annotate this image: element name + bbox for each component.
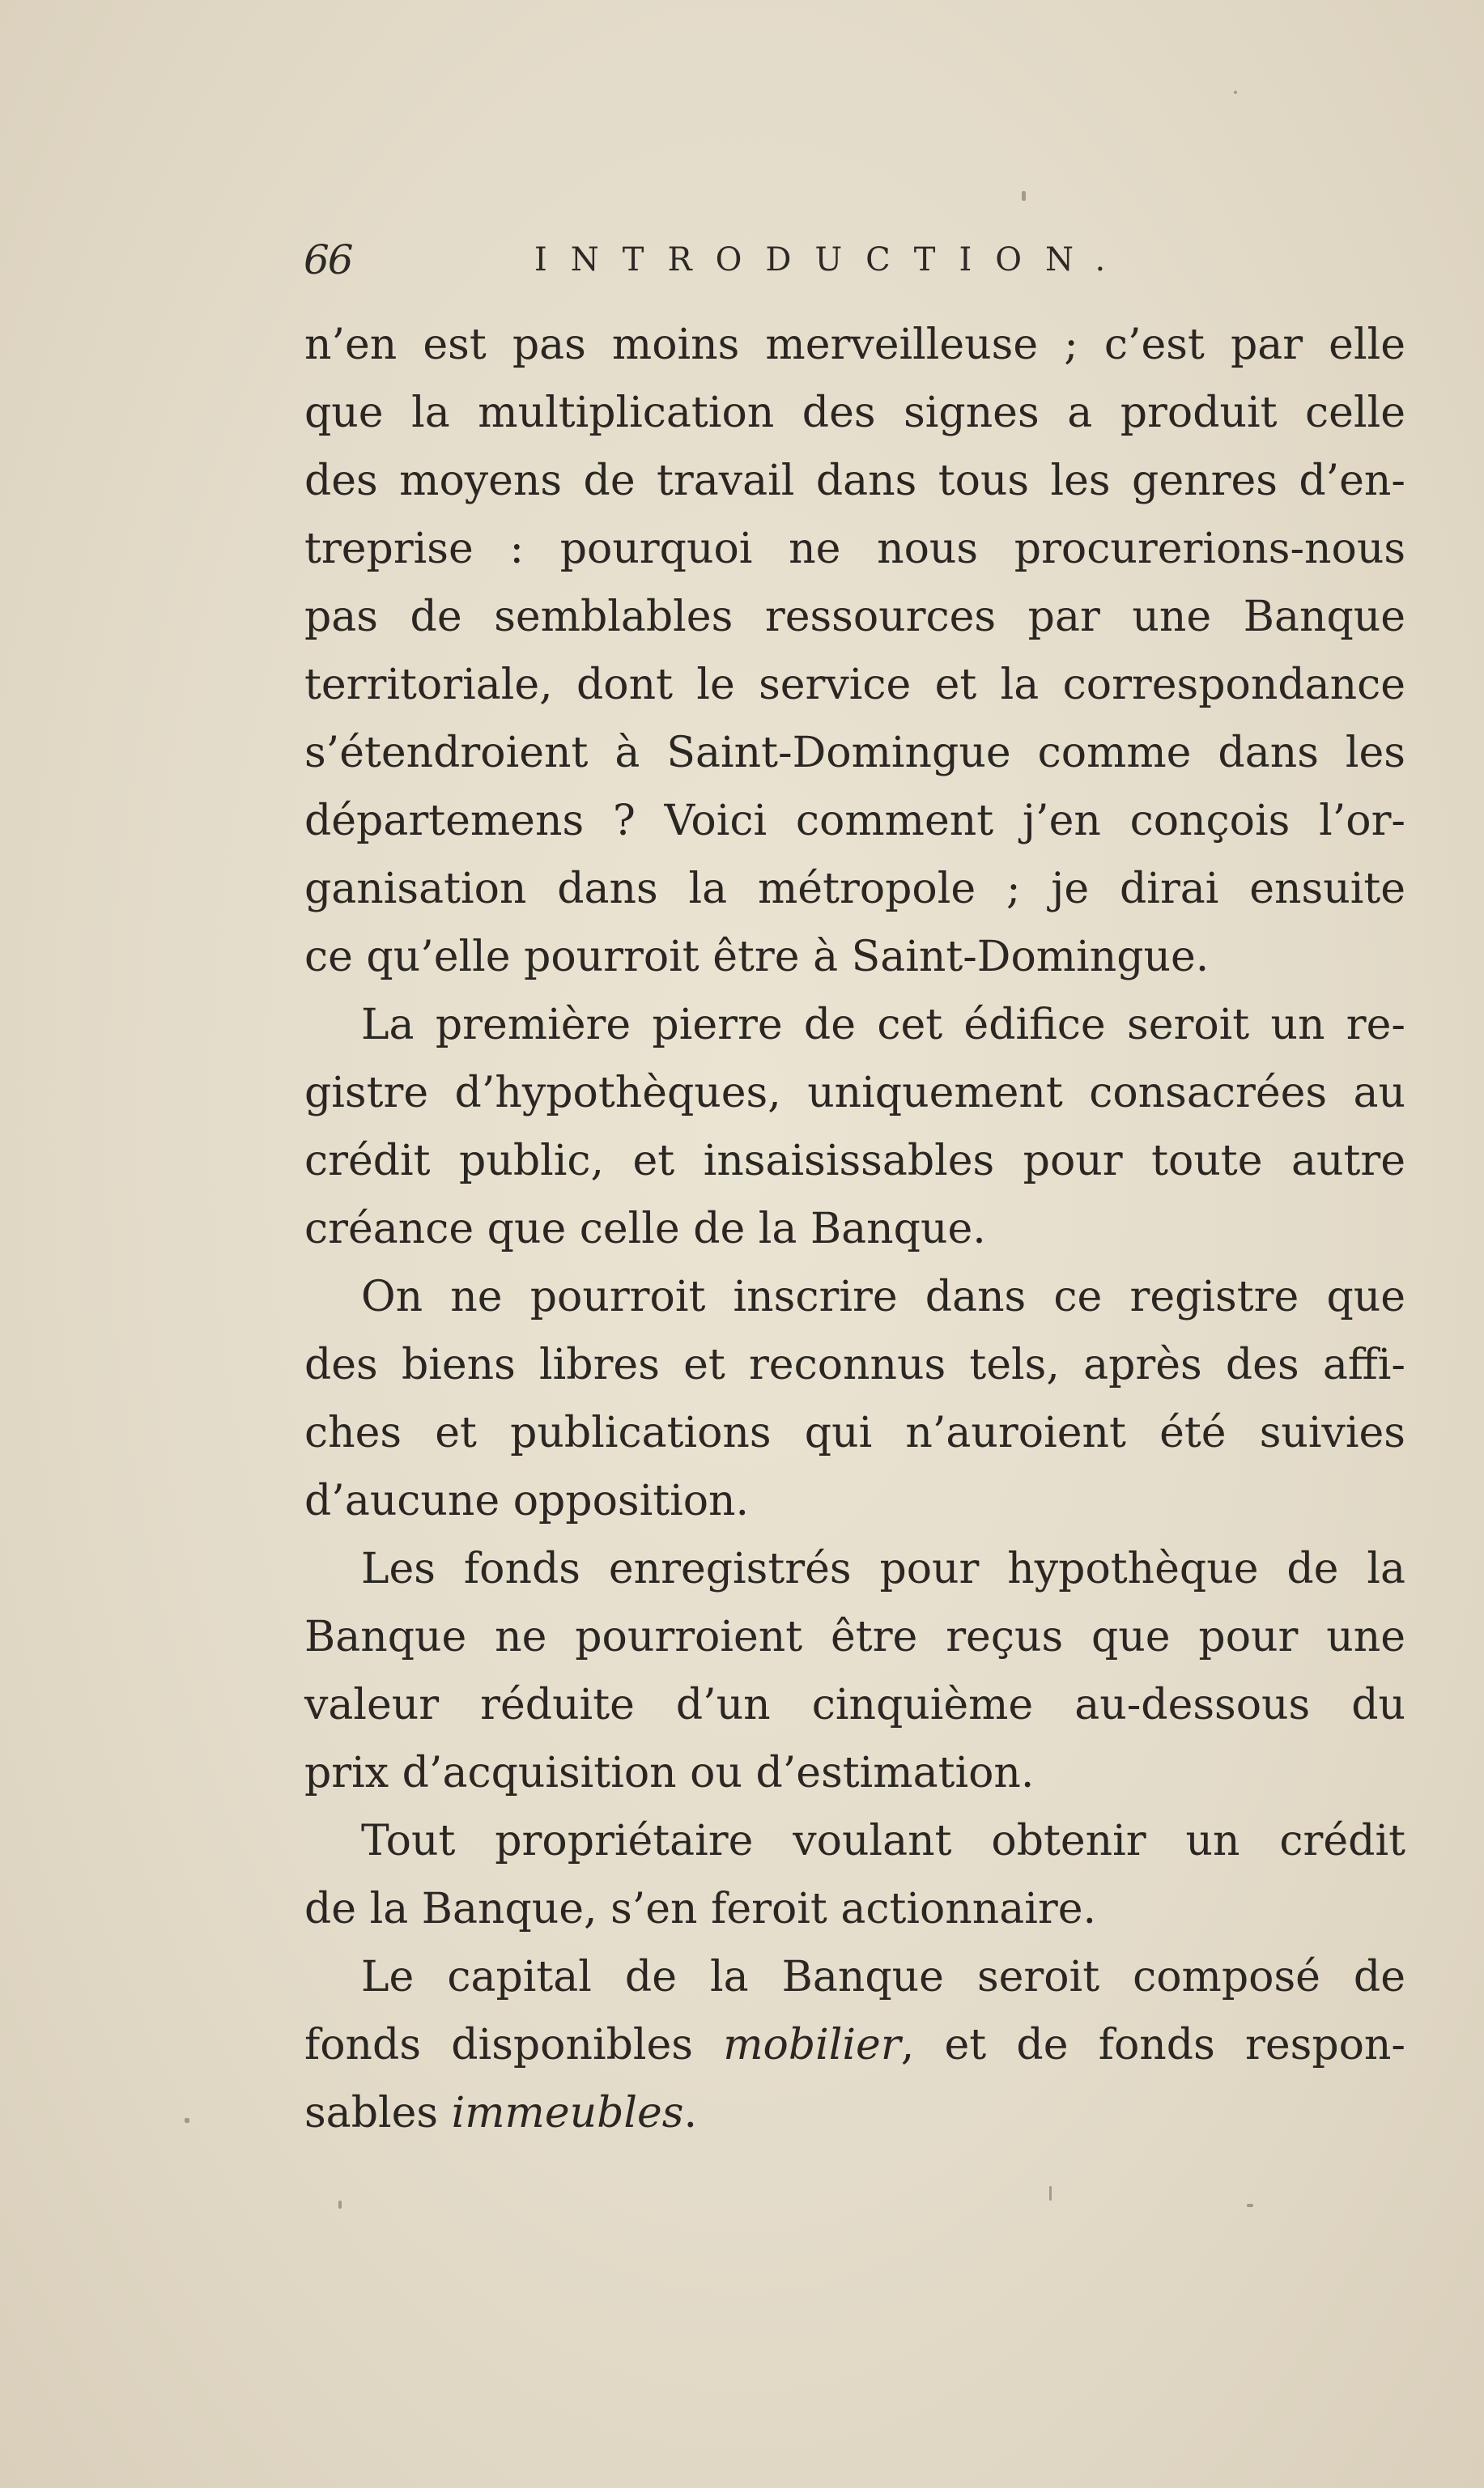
text-line: ganisation dans la métropole ; je dirai ensuite bbox=[304, 865, 1405, 913]
text-line: créance que celle de la Banque. bbox=[304, 1205, 986, 1253]
text-line: crédit public, et insaisissables pour toute autre bbox=[304, 1137, 1405, 1185]
text-line: ches et publications qui n’auroient été suivies bbox=[304, 1409, 1405, 1457]
text-line: des moyens de travail dans tous les genres d’en- bbox=[304, 457, 1405, 505]
text-line-with-italic bbox=[304, 2079, 1405, 2147]
text-line-with-italic bbox=[304, 2011, 1405, 2079]
paper-speck bbox=[185, 2118, 189, 2123]
text-line: s’étendroient à Saint-Domingue comme dans les bbox=[304, 729, 1405, 777]
text-line: valeur réduite d’un cinquième au-dessous du bbox=[304, 1681, 1405, 1729]
paragraph-first-line: Les fonds enregistrés pour hypothèque de la bbox=[361, 1545, 1405, 1593]
text-line: n’en est pas moins merveilleuse ; c’est par elle bbox=[304, 321, 1405, 369]
text-segment: fonds disponibles bbox=[304, 2021, 724, 2069]
text-line: Banque ne pourroient être reçus que pour une bbox=[304, 1613, 1405, 1661]
text-line: que la multiplication des signes a produit celle bbox=[304, 389, 1405, 437]
page-number: 66 bbox=[304, 236, 352, 283]
paragraph-first-line: La première pierre de cet édifice seroit un re- bbox=[361, 1001, 1405, 1049]
text-line: pas de semblables ressources par une Banque bbox=[304, 593, 1405, 641]
text-line: treprise : pourquoi ne nous procurerions-nous bbox=[304, 525, 1405, 573]
paragraph-first-line: On ne pourroit inscrire dans ce registre que bbox=[361, 1273, 1405, 1321]
text-segment: , et de fonds respon- bbox=[900, 2021, 1405, 2069]
text-line: des biens libres et reconnus tels, après des affi- bbox=[304, 1341, 1405, 1389]
body-text bbox=[304, 311, 1405, 2147]
italic-term: mobilier bbox=[723, 2021, 901, 2069]
paper-speck bbox=[1049, 2186, 1052, 2201]
paragraph-first-line: Le capital de la Banque seroit composé de bbox=[361, 1953, 1405, 2001]
italic-term: immeubles bbox=[451, 2089, 684, 2137]
running-title: INTRODUCTION. bbox=[534, 241, 1129, 279]
paper-speck bbox=[1247, 2204, 1253, 2207]
text-line: ce qu’elle pourroit être à Saint-Domingue. bbox=[304, 933, 1210, 981]
text-line: gistre d’hypothèques, uniquement consacrées au bbox=[304, 1069, 1405, 1117]
text-segment: . bbox=[683, 2089, 698, 2137]
paper-speck bbox=[338, 2201, 342, 2209]
text-segment: sables bbox=[304, 2089, 452, 2137]
text-line: départemens ? Voici comment j’en conçois l’or- bbox=[304, 797, 1405, 845]
text-line: de la Banque, s’en feroit actionnaire. bbox=[304, 1885, 1097, 1933]
paragraph-first-line: Tout propriétaire voulant obtenir un crédit bbox=[361, 1817, 1405, 1865]
text-line: territoriale, dont le service et la correspondance bbox=[304, 661, 1405, 709]
paper-speck bbox=[1234, 91, 1237, 94]
paper-speck bbox=[1022, 191, 1026, 201]
text-line: prix d’acquisition ou d’estimation. bbox=[304, 1749, 1035, 1797]
page-header bbox=[304, 236, 1405, 301]
text-line: d’aucune opposition. bbox=[304, 1477, 750, 1525]
